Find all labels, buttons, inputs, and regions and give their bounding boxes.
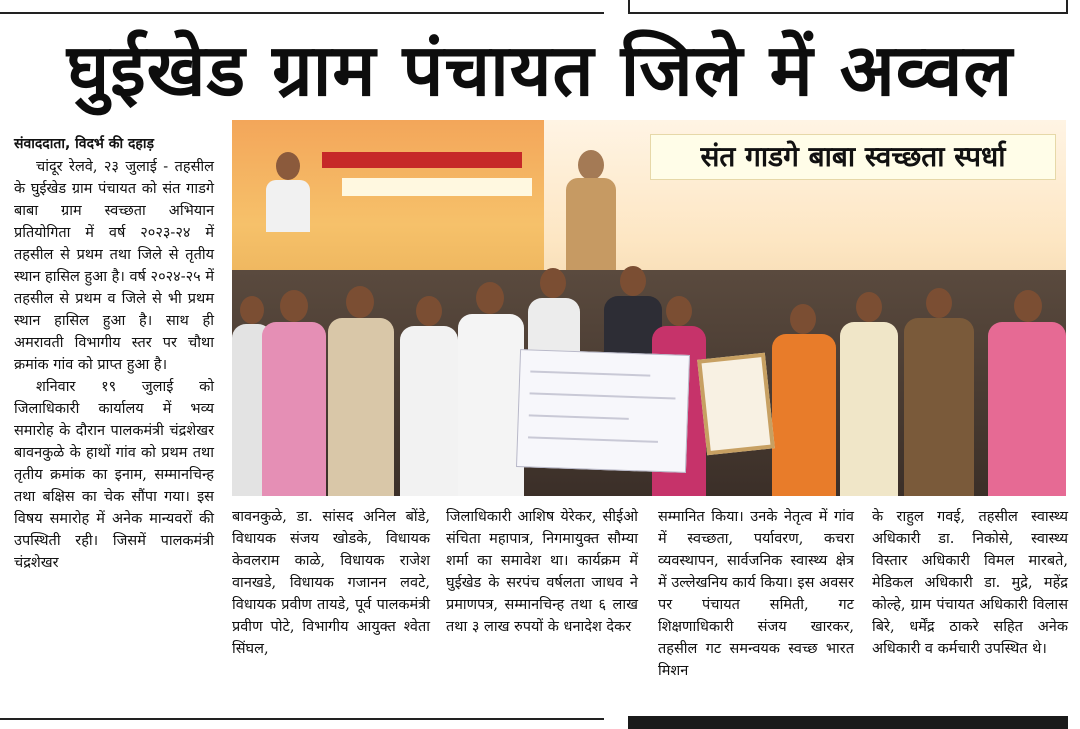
- person: [772, 304, 836, 496]
- award-certificate-frame: [697, 353, 775, 456]
- headline: घुईखेड ग्राम पंचायत जिले में अव्वल: [66, 28, 1014, 112]
- next-article-edge: [0, 716, 1080, 729]
- article-column-1: [14, 156, 214, 574]
- paragraph: सम्मानित किया। उनके नेतृत्व में गांव में स्वच्छता, पर्यावरण, कचरा व्यवस्थापन, सार्वजनिक स्वास्थ्य क्षेत्र में उल्लेखनिय कार्य किया। इस अवसर पर पंचायत समिती, गट शिक्षणाधिकारी संजय खारकर, तहसील गट समन्वयक स्वच्छ भारत मिशन: [658, 509, 854, 679]
- person: [400, 296, 458, 496]
- minister-portrait: [262, 146, 314, 232]
- paragraph: चांदूर रेलवे, २३ जुलाई - तहसील के घुईखेड ग्राम पंचायत को संत गाडगे बाबा ग्राम स्वच्छता अभियान प्रतियोगिता में वर्ष २०२३-२४ में तहसील से प्रथम तथा जिले से तृतीय स्थान हासिल हुआ है। वर्ष २०२४-२५ में तहसील से प्रथम व जिले से भी प्रथम स्थान हासिल हुआ है। साथ ही अमरावती विभागीय स्तर पर चौथा क्रमांक गांव को प्राप्त हुआ है।: [14, 159, 214, 373]
- article-column-4: [658, 506, 854, 682]
- prize-cheque: [516, 349, 690, 473]
- photo-caption: संत गाडगे बाबा स्वच्छता स्पर्धा: [650, 134, 1056, 180]
- article-column-2: [232, 506, 430, 660]
- next-box-header-edge: [628, 716, 1068, 729]
- backdrop-name-ribbon: [342, 178, 532, 196]
- byline: संवाददाता, विदर्भ की दहाड़: [14, 136, 154, 152]
- bottom-divider-left: [0, 718, 604, 720]
- paragraph: के राहुल गवई, तहसील स्वास्थ्य अधिकारी डा. निकोसे, स्वास्थ्य विस्तार अधिकारी विमल मारबते, मेडिकल अधिकारी डा. मुद्रे, महेंद्र कोल्हे, ग्राम पंचायत अधिकारी विलास बिरे, धर्मेंद्र ठाकरे सहित अनेक अधिकारी व कर्मचारी उपस्थित थे।: [872, 509, 1068, 657]
- backdrop-banner-strip: [322, 152, 522, 168]
- person: [528, 268, 580, 358]
- article-column-5: [872, 506, 1068, 660]
- previous-article-edge: [0, 0, 1080, 16]
- person: [262, 290, 326, 496]
- person: [904, 288, 974, 496]
- adjacent-box-edge: [628, 0, 1068, 14]
- person: [988, 290, 1066, 496]
- article-column-3: [446, 506, 638, 638]
- paragraph: शनिवार १९ जुलाई को जिलाधिकारी कार्यालय में भव्य समारोह के दौरान पालकमंत्री चंद्रशेखर बावनकुळे के हाथों गांव को प्रथम तथा तृतीय क्रमांक का इनाम, सम्मानचिन्ह तथा बक्षिस का चेक सौंपा गया। इस विषय समारोह में अनेक मान्यवरों की उपस्थिती रही। जिसमें पालकमंत्री चंद्रशेखर: [14, 379, 214, 571]
- news-photo: [232, 120, 1066, 496]
- paragraph: जिलाधिकारी आशिष येरेकर, सीईओ संचिता महापात्र, निगमायुक्त सौम्या शर्मा का समावेश था। कार्यक्रम में घुईखेड के सरपंच वर्षलता जाधव ने प्रमाणपत्र, सम्मानचिन्ह तथा ६ लाख तथा ३ लाख रुपयों के धनादेश देकर: [446, 509, 638, 635]
- top-divider-left: [0, 12, 604, 14]
- person: [458, 282, 524, 496]
- person: [328, 286, 394, 496]
- paragraph: बावनकुळे, डा. सांसद अनिल बोंडे, विधायक संजय खोडके, विधायक केवलराम काळे, विधायक राजेश वानखडे, विधायक गजानन लवटे, विधायक प्रवीण तायडे, पूर्व पालकमंत्री प्रवीण पोटे, विभागीय आयुक्त श्वेता सिंघल,: [232, 509, 430, 657]
- person: [840, 292, 898, 496]
